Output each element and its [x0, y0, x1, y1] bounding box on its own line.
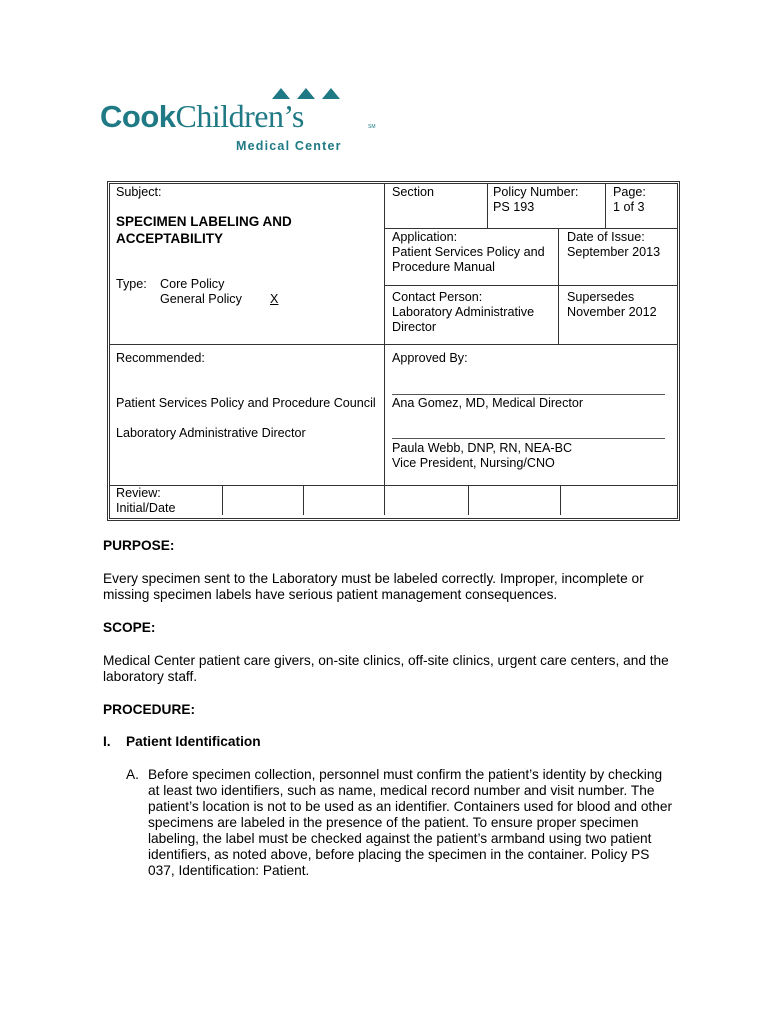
divider — [110, 344, 677, 345]
scope-line: Medical Center patient care givers, on-site clinics, off-site clinics, urgent care centers, and the — [103, 653, 669, 668]
recommended-director: Laboratory Administrative Director — [116, 426, 306, 440]
item-line: specimens are labeled in the presence of the patient. To ensure proper specimen — [148, 815, 639, 830]
divider — [222, 485, 223, 515]
logo-triangle-icon — [322, 88, 340, 99]
type-general-policy: General Policy — [160, 292, 242, 306]
logo-brand-bold: Cook — [100, 99, 176, 134]
signature-line — [392, 438, 665, 439]
review-label: Review: — [116, 486, 161, 500]
section-number: I. — [103, 734, 111, 749]
policy-number-value: PS 193 — [493, 200, 535, 214]
approver-2-name: Paula Webb, DNP, RN, NEA-BC — [392, 441, 573, 455]
item-line: 037, Identification: Patient. — [148, 863, 310, 878]
date-issue-label: Date of Issue: — [567, 230, 645, 244]
divider — [468, 485, 469, 515]
item-line: Before specimen collection, personnel must confirm the patient’s identity by checking — [148, 767, 663, 782]
divider — [558, 228, 559, 344]
divider — [110, 485, 677, 486]
item-line: patient’s location is not to be used as an identifier. Containers used for blood and other — [148, 799, 673, 814]
contact-line2: Director — [392, 320, 437, 334]
approver-2-title: Vice President, Nursing/CNO — [392, 456, 555, 470]
application-line1: Patient Services Policy and — [392, 245, 545, 259]
application-label: Application: — [392, 230, 458, 244]
item-line: identifiers, as noted above, before placing the specimen in the container. Policy PS — [148, 847, 650, 862]
signature-line — [392, 394, 665, 395]
divider — [384, 228, 677, 229]
section-title: Patient Identification — [126, 734, 261, 749]
page-value: 1 of 3 — [613, 200, 645, 214]
divider — [605, 184, 606, 228]
purpose-line: missing specimen labels have serious patient management consequences. — [103, 587, 558, 602]
purpose-heading: PURPOSE: — [103, 538, 175, 553]
divider — [384, 184, 385, 515]
policy-title-line1: SPECIMEN LABELING AND — [116, 214, 292, 229]
recommended-label: Recommended: — [116, 351, 205, 365]
divider — [303, 485, 304, 515]
section-label: Section — [392, 185, 435, 199]
review-initial-date-label: Initial/Date — [116, 501, 176, 515]
policy-header-table — [107, 181, 680, 521]
type-core-policy: Core Policy — [160, 277, 225, 291]
item-letter: A. — [126, 767, 139, 782]
application-line2: Procedure Manual — [392, 260, 495, 274]
scope-line: laboratory staff. — [103, 669, 198, 684]
page-label: Page: — [613, 185, 646, 199]
date-issue-value: September 2013 — [567, 245, 661, 259]
contact-line1: Laboratory Administrative — [392, 305, 535, 319]
scope-heading: SCOPE: — [103, 620, 156, 635]
type-general-mark: X — [270, 292, 279, 306]
item-line: labeling, the label must be checked against the patient’s armband using two patient — [148, 831, 652, 846]
approver-1: Ana Gomez, MD, Medical Director — [392, 396, 584, 410]
recommended-council: Patient Services Policy and Procedure Council — [116, 396, 376, 410]
logo-subtitle: Medical Center — [236, 139, 342, 153]
item-line: at least two identifiers, such as name, medical record number and visit number. The — [148, 783, 655, 798]
supersedes-label: Supersedes — [567, 290, 635, 304]
policy-number-label: Policy Number: — [493, 185, 579, 199]
divider — [560, 485, 561, 515]
logo-wordmark — [100, 98, 304, 135]
supersedes-value: November 2012 — [567, 305, 657, 319]
approved-label: Approved By: — [392, 351, 468, 365]
logo-brand-rest: Children’s — [175, 98, 304, 134]
type-label: Type: — [116, 277, 147, 291]
divider — [487, 184, 488, 228]
procedure-heading: PROCEDURE: — [103, 702, 196, 717]
divider — [384, 285, 677, 286]
purpose-line: Every specimen sent to the Laboratory must be labeled correctly. Improper, incomplete or — [103, 571, 644, 586]
contact-label: Contact Person: — [392, 290, 483, 304]
policy-title-line2: ACCEPTABILITY — [116, 231, 223, 246]
subject-label: Subject: — [116, 185, 162, 199]
cook-childrens-logo — [100, 88, 390, 158]
logo-trademark: SM — [368, 124, 376, 130]
